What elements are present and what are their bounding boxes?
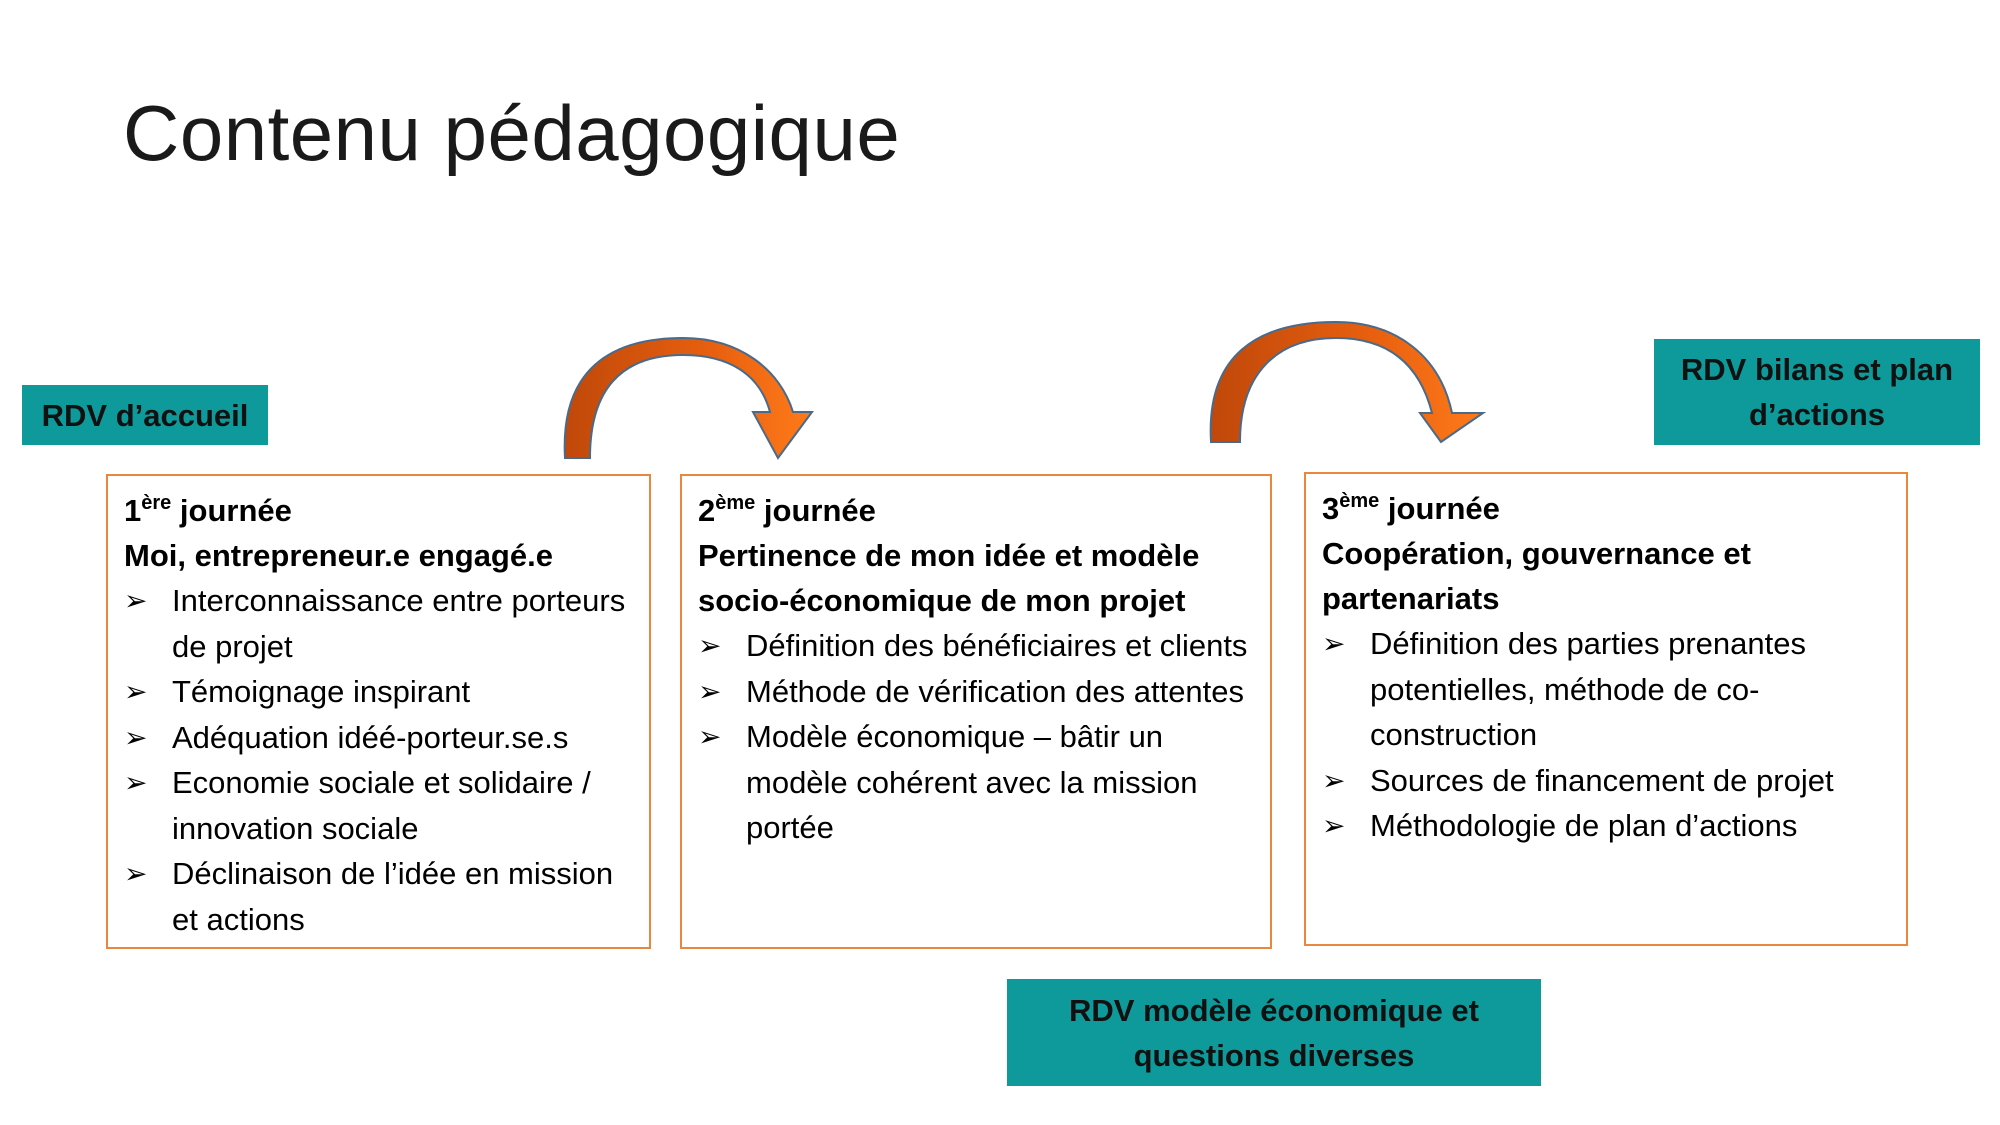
- day-items-list: [1322, 621, 1890, 849]
- list-item: ➢ Economie sociale et solidaire / innovation sociale: [124, 760, 633, 851]
- day-number: 3: [1322, 491, 1340, 526]
- day-label: journée: [1387, 491, 1500, 526]
- arrow-bullet-icon: ➢: [124, 767, 148, 798]
- day-heading: [124, 488, 633, 533]
- list-item: ➢ Méthode de vérification des attentes: [698, 669, 1254, 715]
- day-box-3: [1304, 472, 1908, 946]
- arrow-bullet-icon: ➢: [698, 721, 722, 752]
- day-subtitle: Moi, entrepreneur.e engagé.e: [124, 538, 553, 573]
- list-item: ➢ Adéquation idéé-porteur.se.s: [124, 715, 633, 761]
- list-item: ➢ Méthodologie de plan d’actions: [1322, 803, 1890, 849]
- day-items-list: [124, 578, 633, 942]
- arrow-bullet-icon: ➢: [1322, 628, 1346, 659]
- tag-rdv-bilans-line2: d’actions: [1748, 397, 1886, 432]
- tag-rdv-modele-line1: RDV modèle économique et: [1069, 992, 1479, 1028]
- day-heading: [1322, 486, 1890, 531]
- list-item: ➢ Sources de financement de projet: [1322, 758, 1890, 804]
- day-number-suffix: ère: [141, 492, 172, 514]
- day-label: journée: [179, 493, 292, 528]
- list-item: ➢ Interconnaissance entre porteurs de projet: [124, 578, 633, 669]
- curved-arrow-icon: [565, 338, 812, 458]
- arrow-bullet-icon: ➢: [698, 675, 722, 707]
- list-item: ➢ Déclinaison de l’idée en mission et actions: [124, 851, 633, 942]
- tag-rdv-accueil-label: RDV d’accueil: [41, 397, 249, 433]
- day-items-list: [698, 623, 1254, 851]
- day-subtitle: Pertinence de mon idée et modèle socio-économique de mon projet: [698, 538, 1200, 618]
- day-subtitle: Coopération, gouvernance et partenariats: [1322, 536, 1751, 616]
- page-title: Contenu pédagogique: [123, 89, 901, 177]
- list-item: ➢ Témoignage inspirant: [124, 669, 633, 715]
- day-number-suffix: ème: [715, 492, 756, 514]
- day-box-2: [680, 474, 1272, 949]
- arrow-bullet-icon: ➢: [1322, 810, 1346, 841]
- arrow-bullet-icon: ➢: [124, 585, 148, 616]
- tag-rdv-bilans-line1: RDV bilans et plan: [1680, 352, 1954, 387]
- arrow-bullet-icon: ➢: [698, 630, 722, 661]
- tag-rdv-modele-line2: questions diverses: [1133, 1037, 1415, 1073]
- arrow-bullet-icon: ➢: [1322, 764, 1346, 796]
- day-heading: [698, 488, 1254, 533]
- day-label: journée: [763, 493, 876, 528]
- arrow-bullet-icon: ➢: [124, 721, 148, 753]
- day-box-1: [106, 474, 651, 949]
- list-item: ➢ Modèle économique – bâtir un modèle cohérent avec la mission portée: [698, 714, 1254, 851]
- arrow-bullet-icon: ➢: [124, 858, 148, 889]
- curved-arrow-icon: [1211, 322, 1483, 442]
- day-number: 2: [698, 493, 716, 528]
- list-item: ➢ Définition des bénéficiaires et clients: [698, 623, 1254, 669]
- day-number: 1: [124, 493, 142, 528]
- day-number-suffix: ème: [1339, 490, 1380, 512]
- arrow-bullet-icon: ➢: [124, 676, 148, 707]
- list-item: ➢ Définition des parties prenantes potentielles, méthode de co-construction: [1322, 621, 1890, 758]
